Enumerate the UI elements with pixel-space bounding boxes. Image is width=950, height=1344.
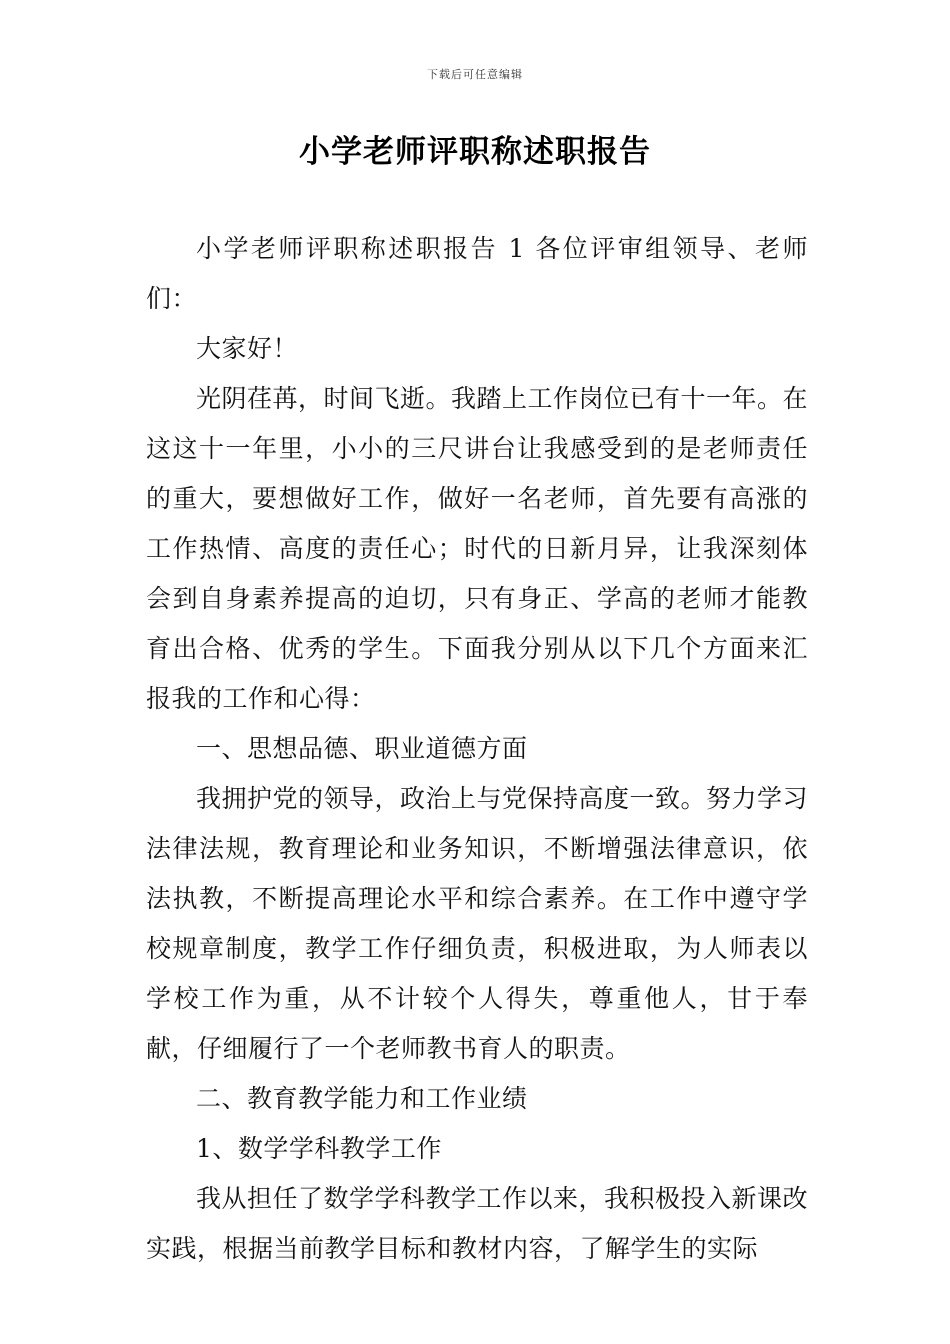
paragraph-intro: 小学老师评职称述职报告 1 各位评审组领导、老师们： (146, 234, 808, 313)
paragraph-overview: 光阴荏苒，时间飞逝。我踏上工作岗位已有十一年。在这这十一年里，小小的三尺讲台让我感受到的是老师责任的重大，要想做好工作，做好一名老师，首先要有高涨的工作热情、高度的责任心；时代的日新月异，让我深刻体会到自身素养提高的迫切，只有身正、学高的老师才能教育出合格、优秀的学生。下面我分别从以下几个方面来汇报我的工作和心得： (146, 384, 809, 713)
paragraph-greeting: 大家好！ (196, 334, 299, 363)
section-heading-1: 一、思想品德、职业道德方面 (196, 734, 528, 763)
document-title: 小学老师评职称述职报告 (299, 134, 651, 170)
paragraph-ethics: 我拥护党的领导，政治上与党保持高度一致。努力学习法律法规，教育理论和业务知识，不断增强法律意识，依法执教，不断提高理论水平和综合素养。在工作中遵守学校规章制度，教学工作仔细负责，积极进取，为人师表以学校工作为重，从不计较个人得失，尊重他人，甘于奉献，仔细履行了一个老师教书育人的职责。 (146, 784, 809, 1063)
subsection-heading-1: 1、数学学科教学工作 (196, 1134, 442, 1163)
document-body (146, 224, 808, 1274)
paragraph-math-teaching: 我从担任了数学学科教学工作以来，我积极投入新课改实践，根据当前教学目标和教材内容，了解学生的实际 (146, 1184, 809, 1263)
header-note: 下载后可任意编辑 (427, 68, 523, 81)
section-heading-2: 二、教育教学能力和工作业绩 (196, 1084, 528, 1113)
